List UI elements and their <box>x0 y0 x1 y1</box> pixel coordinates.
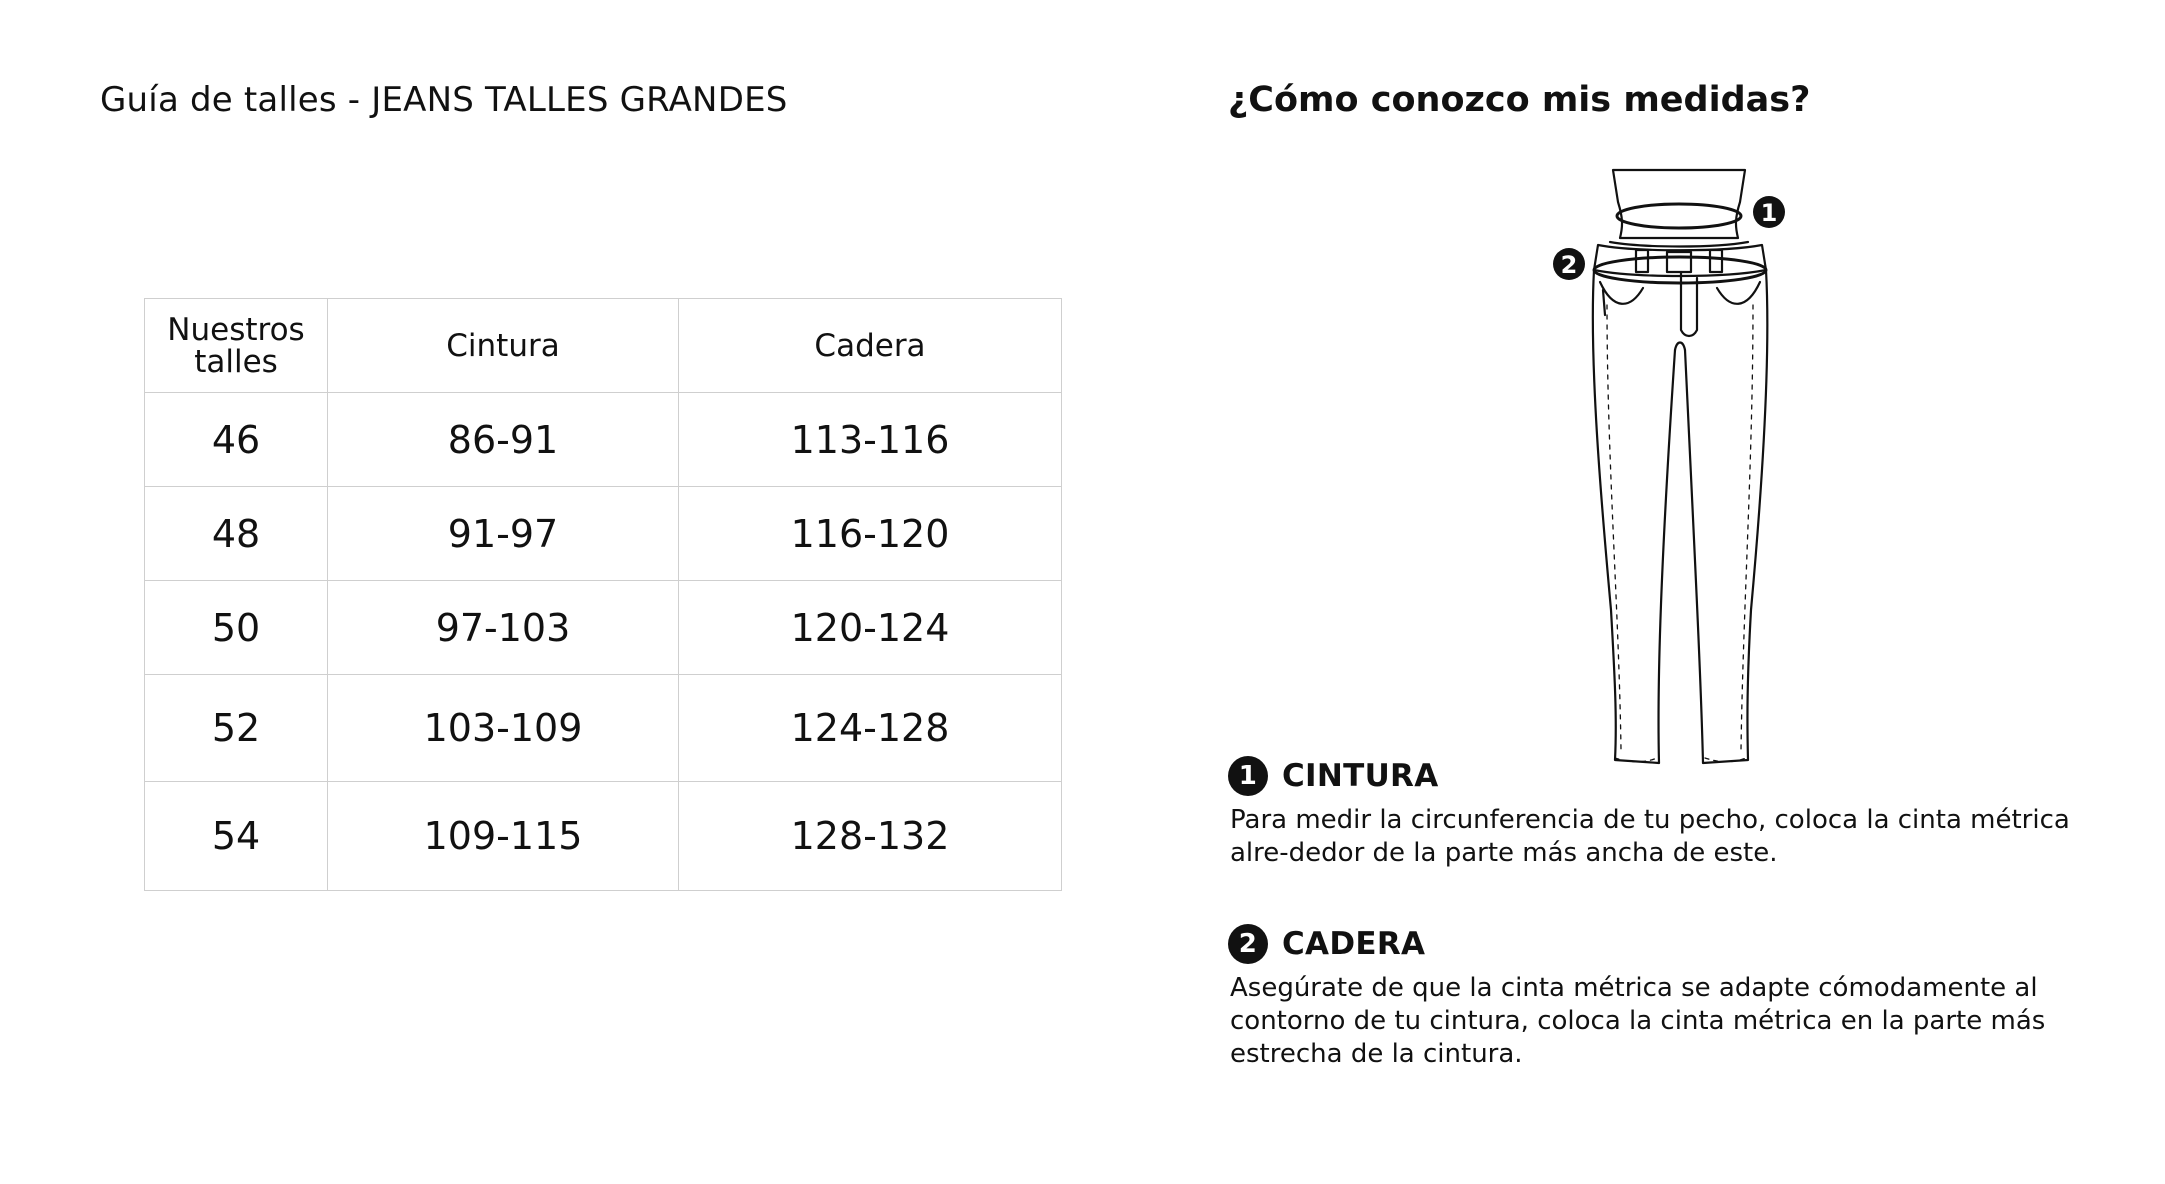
size-cell: 48 <box>145 487 328 581</box>
table-header-row <box>145 299 1062 393</box>
marker-2-icon <box>1553 248 1585 280</box>
jeans-illustration <box>1535 160 1785 770</box>
hip-cell: 128-132 <box>679 782 1062 891</box>
waist-cell: 91-97 <box>328 487 679 581</box>
table-row <box>145 782 1062 891</box>
hip-heading <box>1228 924 2108 964</box>
size-cell: 54 <box>145 782 328 891</box>
header-hip: Cadera <box>679 299 1062 393</box>
header-waist: Cintura <box>328 299 679 393</box>
hip-heading-label: CADERA <box>1282 926 1426 962</box>
table-row <box>145 487 1062 581</box>
table-row <box>145 393 1062 487</box>
waist-cell: 86-91 <box>328 393 679 487</box>
marker-2-label: 2 <box>1560 251 1578 279</box>
size-cell: 52 <box>145 675 328 782</box>
size-cell: 50 <box>145 581 328 675</box>
hip-cell: 120-124 <box>679 581 1062 675</box>
hip-cell: 124-128 <box>679 675 1062 782</box>
size-table <box>144 298 1062 891</box>
waist-cell: 109-115 <box>328 782 679 891</box>
waist-cell: 103-109 <box>328 675 679 782</box>
header-size: Nuestros talles <box>145 299 328 393</box>
table-row <box>145 675 1062 782</box>
number-2-icon: 2 <box>1228 924 1268 964</box>
waist-instructions: Para medir la circunferencia de tu pecho, coloca la cinta métrica alre-dedor de la parte más ancha de este. <box>1230 805 2070 868</box>
hip-cell: 116-120 <box>679 487 1062 581</box>
table-row <box>145 581 1062 675</box>
marker-1-icon <box>1753 196 1785 228</box>
hip-section <box>1228 924 2108 1071</box>
hip-instructions: Asegúrate de que la cinta métrica se adapte cómodamente al contorno de tu cintura, coloca la cinta métrica en la parte más estrecha de la cintura. <box>1230 973 2046 1069</box>
measure-guide-title: ¿Cómo conozco mis medidas? <box>1228 80 1811 120</box>
marker-1-label: 1 <box>1760 199 1778 227</box>
waist-heading <box>1228 756 2108 796</box>
hip-cell: 113-116 <box>679 393 1062 487</box>
waist-heading-label: CINTURA <box>1282 758 1439 794</box>
number-1-icon: 1 <box>1228 756 1268 796</box>
waist-cell: 97-103 <box>328 581 679 675</box>
size-cell: 46 <box>145 393 328 487</box>
size-guide-title: Guía de talles - JEANS TALLES GRANDES <box>100 80 788 120</box>
waist-section <box>1228 756 2108 870</box>
